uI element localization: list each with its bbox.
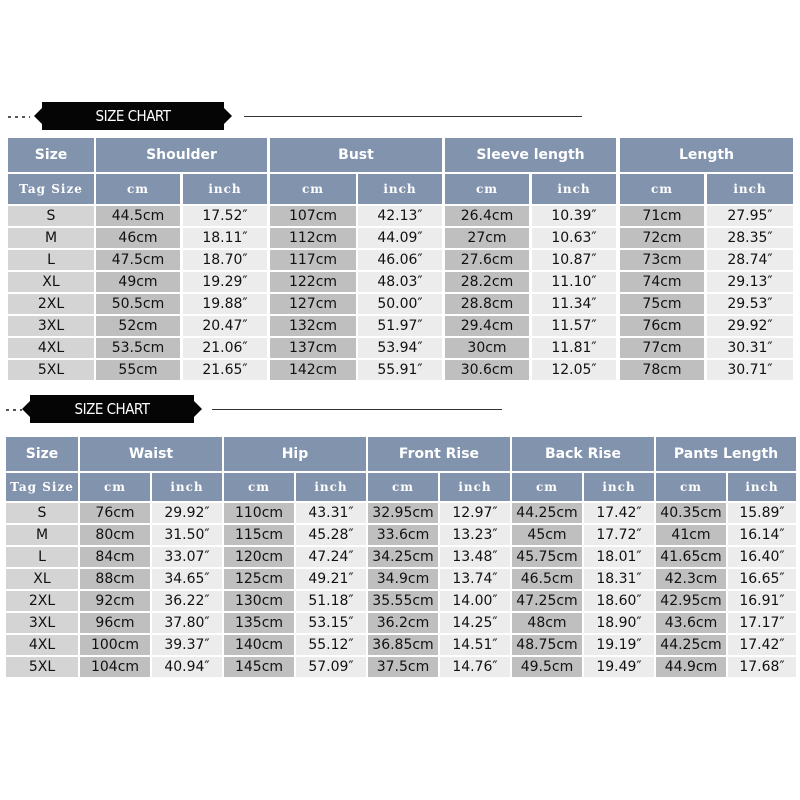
inch-value: 17.52″ bbox=[183, 206, 267, 226]
subheader-unit: cm bbox=[445, 174, 529, 204]
cm-value: 52cm bbox=[96, 316, 180, 336]
inch-value: 19.88″ bbox=[183, 294, 267, 314]
cm-value: 45cm bbox=[512, 525, 582, 545]
cm-value: 77cm bbox=[620, 338, 704, 358]
size-label: M bbox=[6, 525, 78, 545]
cm-value: 112cm bbox=[270, 228, 356, 248]
cm-value: 26.4cm bbox=[445, 206, 529, 226]
cm-value: 122cm bbox=[270, 272, 356, 292]
subheader-unit: cm bbox=[368, 473, 438, 501]
inch-value: 47.24″ bbox=[296, 547, 366, 567]
cm-value: 30.6cm bbox=[445, 360, 529, 380]
cm-value: 48.75cm bbox=[512, 635, 582, 655]
header-front-rise: Front Rise bbox=[368, 437, 510, 471]
cm-value: 28.2cm bbox=[445, 272, 529, 292]
banner-title: SIZE CHART bbox=[30, 395, 194, 423]
inch-value: 12.97″ bbox=[440, 503, 510, 523]
inch-value: 10.63″ bbox=[532, 228, 616, 248]
cm-value: 44.25cm bbox=[656, 635, 726, 655]
subheader-unit: cm bbox=[80, 473, 150, 501]
inch-value: 11.57″ bbox=[532, 316, 616, 336]
cm-value: 107cm bbox=[270, 206, 356, 226]
inch-value: 36.22″ bbox=[152, 591, 222, 611]
cm-value: 80cm bbox=[80, 525, 150, 545]
cm-value: 130cm bbox=[224, 591, 294, 611]
inch-value: 10.87″ bbox=[532, 250, 616, 270]
inch-value: 18.60″ bbox=[584, 591, 654, 611]
cm-value: 34.9cm bbox=[368, 569, 438, 589]
inch-value: 29.13″ bbox=[707, 272, 793, 292]
inch-value: 16.91″ bbox=[728, 591, 796, 611]
banner-left-arrow bbox=[34, 108, 42, 124]
size-chart-banner-2 bbox=[0, 395, 800, 425]
inch-value: 14.00″ bbox=[440, 591, 510, 611]
size-label: L bbox=[6, 547, 78, 567]
inch-value: 21.65″ bbox=[183, 360, 267, 380]
inch-value: 29.92″ bbox=[707, 316, 793, 336]
cm-value: 55cm bbox=[96, 360, 180, 380]
size-label: XL bbox=[6, 569, 78, 589]
inch-value: 17.42″ bbox=[584, 503, 654, 523]
cm-value: 46.5cm bbox=[512, 569, 582, 589]
cm-value: 74cm bbox=[620, 272, 704, 292]
size-label: 4XL bbox=[8, 338, 94, 358]
subheader-unit: inch bbox=[358, 174, 442, 204]
inch-value: 17.17″ bbox=[728, 613, 796, 633]
header-sleeve-length: Sleeve length bbox=[445, 138, 616, 172]
inch-value: 33.07″ bbox=[152, 547, 222, 567]
size-label: 3XL bbox=[6, 613, 78, 633]
cm-value: 35.55cm bbox=[368, 591, 438, 611]
inch-value: 53.15″ bbox=[296, 613, 366, 633]
inch-value: 17.72″ bbox=[584, 525, 654, 545]
cm-value: 32.95cm bbox=[368, 503, 438, 523]
inch-value: 28.35″ bbox=[707, 228, 793, 248]
inch-value: 55.12″ bbox=[296, 635, 366, 655]
cm-value: 140cm bbox=[224, 635, 294, 655]
subheader-unit: inch bbox=[584, 473, 654, 501]
cm-value: 53.5cm bbox=[96, 338, 180, 358]
inch-value: 19.49″ bbox=[584, 657, 654, 677]
inch-value: 18.11″ bbox=[183, 228, 267, 248]
cm-value: 75cm bbox=[620, 294, 704, 314]
header-hip: Hip bbox=[224, 437, 366, 471]
inch-value: 16.65″ bbox=[728, 569, 796, 589]
inch-value: 17.68″ bbox=[728, 657, 796, 677]
inch-value: 14.76″ bbox=[440, 657, 510, 677]
subheader-unit: cm bbox=[96, 174, 180, 204]
inch-value: 17.42″ bbox=[728, 635, 796, 655]
size-label: 3XL bbox=[8, 316, 94, 336]
size-label: XL bbox=[8, 272, 94, 292]
cm-value: 120cm bbox=[224, 547, 294, 567]
inch-value: 37.80″ bbox=[152, 613, 222, 633]
cm-value: 44.9cm bbox=[656, 657, 726, 677]
subheader-unit: cm bbox=[656, 473, 726, 501]
cm-value: 27.6cm bbox=[445, 250, 529, 270]
inch-value: 48.03″ bbox=[358, 272, 442, 292]
inch-value: 18.70″ bbox=[183, 250, 267, 270]
subheader-unit: cm bbox=[270, 174, 356, 204]
size-label: L bbox=[8, 250, 94, 270]
cm-value: 115cm bbox=[224, 525, 294, 545]
size-label: 5XL bbox=[8, 360, 94, 380]
inch-value: 39.37″ bbox=[152, 635, 222, 655]
banner-dotted-rule bbox=[6, 409, 22, 411]
subheader-unit: inch bbox=[296, 473, 366, 501]
banner-right-arrow bbox=[194, 401, 202, 417]
cm-value: 43.6cm bbox=[656, 613, 726, 633]
subheader-unit: cm bbox=[224, 473, 294, 501]
size-label: 4XL bbox=[6, 635, 78, 655]
subheader-unit: cm bbox=[512, 473, 582, 501]
cm-value: 36.85cm bbox=[368, 635, 438, 655]
banner-right-arrow bbox=[224, 108, 232, 124]
inch-value: 21.06″ bbox=[183, 338, 267, 358]
cm-value: 28.8cm bbox=[445, 294, 529, 314]
inch-value: 30.71″ bbox=[707, 360, 793, 380]
inch-value: 20.47″ bbox=[183, 316, 267, 336]
inch-value: 31.50″ bbox=[152, 525, 222, 545]
header-bust: Bust bbox=[270, 138, 442, 172]
banner-dotted-rule bbox=[8, 116, 30, 118]
cm-value: 142cm bbox=[270, 360, 356, 380]
inch-value: 45.28″ bbox=[296, 525, 366, 545]
inch-value: 13.74″ bbox=[440, 569, 510, 589]
banner-rule bbox=[244, 116, 582, 117]
cm-value: 104cm bbox=[80, 657, 150, 677]
inch-value: 51.18″ bbox=[296, 591, 366, 611]
header-waist: Waist bbox=[80, 437, 222, 471]
cm-value: 34.25cm bbox=[368, 547, 438, 567]
cm-value: 27cm bbox=[445, 228, 529, 248]
inch-value: 50.00″ bbox=[358, 294, 442, 314]
cm-value: 110cm bbox=[224, 503, 294, 523]
inch-value: 11.10″ bbox=[532, 272, 616, 292]
cm-value: 41cm bbox=[656, 525, 726, 545]
subheader-tag-size: Tag Size bbox=[8, 174, 94, 204]
inch-value: 19.29″ bbox=[183, 272, 267, 292]
cm-value: 37.5cm bbox=[368, 657, 438, 677]
inch-value: 55.91″ bbox=[358, 360, 442, 380]
cm-value: 42.3cm bbox=[656, 569, 726, 589]
size-label: S bbox=[8, 206, 94, 226]
subheader-unit: inch bbox=[152, 473, 222, 501]
cm-value: 47.25cm bbox=[512, 591, 582, 611]
size-chart-banner-1 bbox=[0, 102, 800, 132]
inch-value: 46.06″ bbox=[358, 250, 442, 270]
cm-value: 127cm bbox=[270, 294, 356, 314]
cm-value: 137cm bbox=[270, 338, 356, 358]
cm-value: 100cm bbox=[80, 635, 150, 655]
cm-value: 44.5cm bbox=[96, 206, 180, 226]
cm-value: 117cm bbox=[270, 250, 356, 270]
cm-value: 96cm bbox=[80, 613, 150, 633]
cm-value: 45.75cm bbox=[512, 547, 582, 567]
size-label: 2XL bbox=[8, 294, 94, 314]
header-size: Size bbox=[6, 437, 78, 471]
size-label: 2XL bbox=[6, 591, 78, 611]
cm-value: 50.5cm bbox=[96, 294, 180, 314]
cm-value: 47.5cm bbox=[96, 250, 180, 270]
subheader-unit: cm bbox=[620, 174, 704, 204]
inch-value: 16.40″ bbox=[728, 547, 796, 567]
cm-value: 135cm bbox=[224, 613, 294, 633]
header-length: Length bbox=[620, 138, 793, 172]
inch-value: 44.09″ bbox=[358, 228, 442, 248]
inch-value: 14.25″ bbox=[440, 613, 510, 633]
cm-value: 48cm bbox=[512, 613, 582, 633]
inch-value: 14.51″ bbox=[440, 635, 510, 655]
inch-value: 49.21″ bbox=[296, 569, 366, 589]
inch-value: 11.34″ bbox=[532, 294, 616, 314]
inch-value: 19.19″ bbox=[584, 635, 654, 655]
inch-value: 34.65″ bbox=[152, 569, 222, 589]
subheader-unit: inch bbox=[532, 174, 616, 204]
banner-rule bbox=[212, 409, 502, 410]
inch-value: 18.31″ bbox=[584, 569, 654, 589]
cm-value: 71cm bbox=[620, 206, 704, 226]
inch-value: 13.23″ bbox=[440, 525, 510, 545]
subheader-unit: inch bbox=[440, 473, 510, 501]
header-pants-length: Pants Length bbox=[656, 437, 796, 471]
inch-value: 28.74″ bbox=[707, 250, 793, 270]
inch-value: 12.05″ bbox=[532, 360, 616, 380]
inch-value: 51.97″ bbox=[358, 316, 442, 336]
subheader-tag-size: Tag Size bbox=[6, 473, 78, 501]
header-back-rise: Back Rise bbox=[512, 437, 654, 471]
banner-title: SIZE CHART bbox=[42, 102, 224, 130]
inch-value: 40.94″ bbox=[152, 657, 222, 677]
inch-value: 15.89″ bbox=[728, 503, 796, 523]
cm-value: 84cm bbox=[80, 547, 150, 567]
cm-value: 36.2cm bbox=[368, 613, 438, 633]
subheader-unit: inch bbox=[707, 174, 793, 204]
cm-value: 46cm bbox=[96, 228, 180, 248]
banner-left-arrow bbox=[22, 401, 30, 417]
size-label: 5XL bbox=[6, 657, 78, 677]
subheader-unit: inch bbox=[183, 174, 267, 204]
cm-value: 88cm bbox=[80, 569, 150, 589]
cm-value: 125cm bbox=[224, 569, 294, 589]
cm-value: 92cm bbox=[80, 591, 150, 611]
cm-value: 78cm bbox=[620, 360, 704, 380]
size-label: S bbox=[6, 503, 78, 523]
inch-value: 30.31″ bbox=[707, 338, 793, 358]
cm-value: 44.25cm bbox=[512, 503, 582, 523]
inch-value: 53.94″ bbox=[358, 338, 442, 358]
cm-value: 49cm bbox=[96, 272, 180, 292]
cm-value: 41.65cm bbox=[656, 547, 726, 567]
inch-value: 43.31″ bbox=[296, 503, 366, 523]
cm-value: 132cm bbox=[270, 316, 356, 336]
inch-value: 11.81″ bbox=[532, 338, 616, 358]
inch-value: 16.14″ bbox=[728, 525, 796, 545]
inch-value: 42.13″ bbox=[358, 206, 442, 226]
inch-value: 27.95″ bbox=[707, 206, 793, 226]
inch-value: 18.01″ bbox=[584, 547, 654, 567]
cm-value: 76cm bbox=[80, 503, 150, 523]
cm-value: 145cm bbox=[224, 657, 294, 677]
size-label: M bbox=[8, 228, 94, 248]
cm-value: 76cm bbox=[620, 316, 704, 336]
cm-value: 30cm bbox=[445, 338, 529, 358]
inch-value: 29.53″ bbox=[707, 294, 793, 314]
cm-value: 33.6cm bbox=[368, 525, 438, 545]
cm-value: 72cm bbox=[620, 228, 704, 248]
cm-value: 40.35cm bbox=[656, 503, 726, 523]
inch-value: 29.92″ bbox=[152, 503, 222, 523]
header-shoulder: Shoulder bbox=[96, 138, 267, 172]
cm-value: 73cm bbox=[620, 250, 704, 270]
inch-value: 13.48″ bbox=[440, 547, 510, 567]
subheader-unit: inch bbox=[728, 473, 796, 501]
header-size: Size bbox=[8, 138, 94, 172]
inch-value: 18.90″ bbox=[584, 613, 654, 633]
inch-value: 10.39″ bbox=[532, 206, 616, 226]
cm-value: 42.95cm bbox=[656, 591, 726, 611]
cm-value: 29.4cm bbox=[445, 316, 529, 336]
cm-value: 49.5cm bbox=[512, 657, 582, 677]
inch-value: 57.09″ bbox=[296, 657, 366, 677]
